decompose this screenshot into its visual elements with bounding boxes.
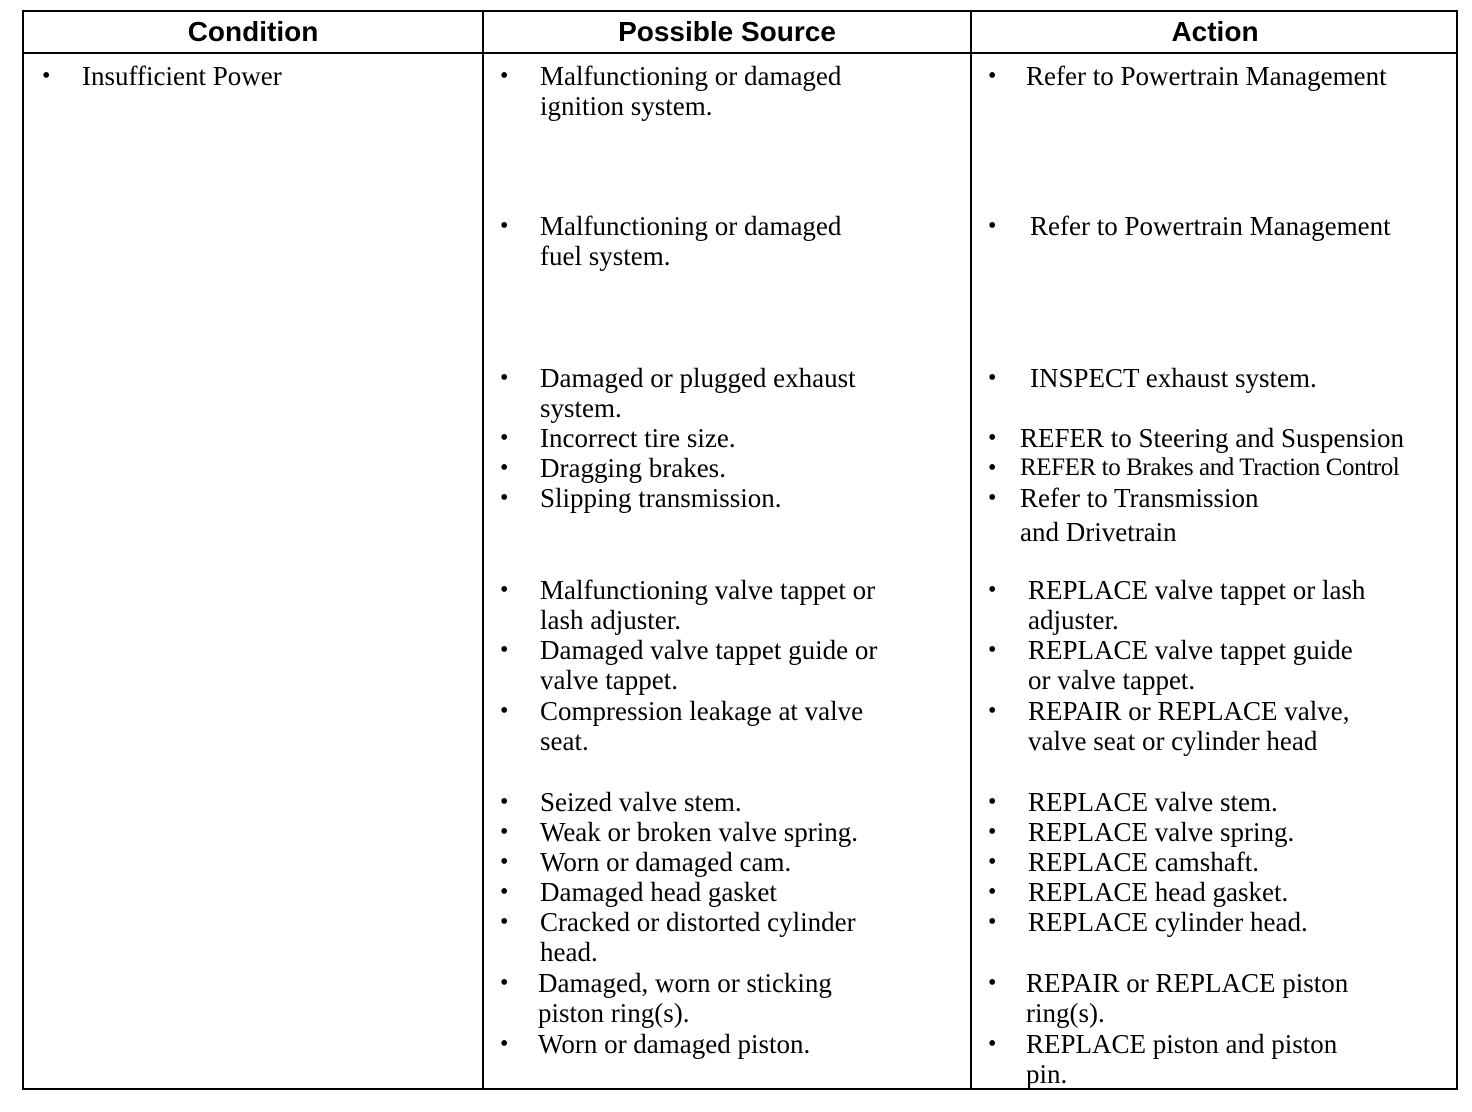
source-line: Worn or damaged cam.: [540, 847, 792, 877]
column-divider: [970, 12, 972, 1088]
bullet: •: [500, 1031, 509, 1057]
action-line: REFER to Brakes and Traction Control: [1020, 454, 1400, 481]
source-line: Damaged valve tappet guide or: [540, 635, 878, 665]
bullet: •: [988, 819, 997, 845]
bullet: •: [988, 909, 997, 935]
source-line: head.: [540, 937, 598, 967]
action-line: INSPECT exhaust system.: [1030, 363, 1317, 393]
action-line: REPLACE valve tappet or lash: [1028, 575, 1366, 605]
action-line: Refer to Powertrain Management: [1026, 61, 1387, 91]
header-action: Action: [1171, 16, 1259, 47]
source-line: system.: [540, 393, 622, 423]
action-line: Refer to Powertrain Management: [1030, 211, 1391, 241]
bullet: •: [500, 63, 509, 89]
bullet: •: [988, 789, 997, 815]
condition-item: Insufficient Power: [82, 61, 282, 91]
diagnosis-table: [22, 10, 1458, 1090]
source-line: valve tappet.: [540, 665, 678, 695]
action-line: ring(s).: [1026, 998, 1105, 1028]
bullet: •: [988, 1031, 997, 1057]
source-line: ignition system.: [540, 91, 713, 121]
source-line: Malfunctioning or damaged: [540, 61, 842, 91]
bullet: •: [988, 637, 997, 663]
bullet: •: [500, 637, 509, 663]
bullet: •: [988, 365, 997, 391]
action-line: REPAIR or REPLACE piston: [1026, 968, 1349, 998]
bullet: •: [500, 909, 509, 935]
action-line: REPLACE valve spring.: [1028, 817, 1295, 847]
source-line: Damaged head gasket: [540, 877, 777, 907]
source-line: Worn or damaged piston.: [538, 1029, 811, 1059]
header-divider: [24, 52, 1456, 54]
action-line: adjuster.: [1028, 605, 1119, 635]
bullet: •: [500, 849, 509, 875]
bullet: •: [500, 698, 509, 724]
bullet: •: [500, 485, 509, 511]
source-line: seat.: [540, 726, 589, 756]
source-line: Cracked or distorted cylinder: [540, 907, 856, 937]
bullet: •: [988, 970, 997, 996]
bullet: •: [988, 879, 997, 905]
action-line: REPLACE valve tappet guide: [1028, 635, 1353, 665]
bullet: •: [500, 819, 509, 845]
source-line: Dragging brakes.: [540, 453, 726, 483]
bullet: •: [988, 455, 997, 481]
bullet: •: [500, 213, 509, 239]
header-condition: Condition: [187, 16, 319, 47]
source-line: Damaged or plugged exhaust: [540, 363, 856, 393]
bullet: •: [500, 970, 509, 996]
column-divider: [482, 12, 484, 1088]
action-line: REPLACE valve stem.: [1028, 787, 1278, 817]
action-line: pin.: [1026, 1059, 1068, 1089]
action-line: REFER to Steering and Suspension: [1020, 423, 1404, 453]
source-line: piston ring(s).: [538, 998, 690, 1028]
bullet: •: [988, 698, 997, 724]
action-line: REPLACE camshaft.: [1028, 847, 1259, 877]
action-line: REPLACE head gasket.: [1028, 877, 1289, 907]
bullet: •: [500, 455, 509, 481]
bullet: •: [988, 63, 997, 89]
bullet: •: [988, 425, 997, 451]
source-line: Malfunctioning or damaged: [540, 211, 842, 241]
bullet: •: [500, 577, 509, 603]
source-line: Damaged, worn or sticking: [538, 968, 832, 998]
source-line: Slipping transmission.: [540, 483, 782, 513]
action-line: REPLACE cylinder head.: [1028, 907, 1308, 937]
action-line: REPAIR or REPLACE valve,: [1028, 696, 1350, 726]
source-line: lash adjuster.: [540, 605, 681, 635]
source-line: fuel system.: [540, 241, 671, 271]
header-possible-source: Possible Source: [618, 16, 836, 47]
bullet: •: [500, 789, 509, 815]
bullet: •: [42, 63, 51, 89]
source-line: Malfunctioning valve tappet or: [540, 575, 876, 605]
source-line: Seized valve stem.: [540, 787, 742, 817]
source-line: Weak or broken valve spring.: [540, 817, 858, 847]
bullet: •: [500, 425, 509, 451]
action-line: REPLACE piston and piston: [1026, 1029, 1338, 1059]
bullet: •: [988, 577, 997, 603]
action-line: Refer to Transmission: [1020, 483, 1259, 513]
action-line: and Drivetrain: [1020, 517, 1177, 547]
action-line: or valve tappet.: [1028, 665, 1196, 695]
bullet: •: [988, 849, 997, 875]
source-line: Incorrect tire size.: [540, 423, 736, 453]
bullet: •: [988, 213, 997, 239]
bullet: •: [500, 879, 509, 905]
bullet: •: [988, 485, 997, 511]
source-line: Compression leakage at valve: [540, 696, 864, 726]
action-line: valve seat or cylinder head: [1028, 726, 1318, 756]
bullet: •: [500, 365, 509, 391]
